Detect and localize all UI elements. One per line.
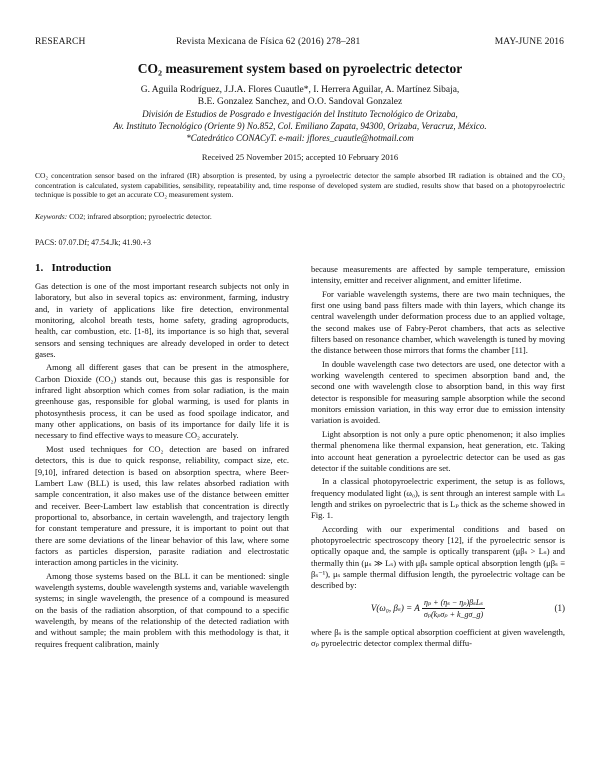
paragraph: Gas detection is one of the most important research subjects not only in laboratory, but also in several topics as: environment, farming, industry and, in variety of applications like fire detection, environmental monitoring, alcohol breath tests, home safety, grading agroproducts, health, car combustion, etc. [1-8], its importance is so high that, several sensors and sensing techniques are already developed in order to detect gases. (35, 281, 289, 360)
equation-numerator: ηₚ + (ηₛ − ηₚ)βₛLₛ (422, 597, 485, 609)
equation-lhs: V(ω₀, βₛ) = A (370, 602, 420, 613)
paragraph: Among all different gases that can be present in the atmosphere, Carbon Dioxide (CO₂) stands out, because this gas is responsible for infrared light absorption which comes from solar radiation, is the main greenhouse gas, responsible for global warming, is used for plants in photosynthesis process, it can be used as food spoilage indicator, and many other applications, on basis of its importance for daily life it is necessary to find effective ways to measure CO₂ accurately. (35, 362, 289, 441)
keywords (35, 212, 212, 221)
left-column (35, 281, 289, 652)
received-dates: Received 25 November 2015; accepted 10 February 2016 (201, 152, 399, 162)
section-heading (35, 262, 111, 274)
affiliation-line-2: Av. Instituto Tecnológico (Oriente 9) No.852, Col. Emiliano Zapata, 94300, Orizaba, Veracruz, México. (113, 121, 487, 131)
pacs-codes: PACS: 07.07.Df; 47.54.Jk; 41.90.+3 (35, 238, 152, 247)
section-number: 1. (35, 262, 44, 274)
abstract: CO₂ concentration sensor based on the infrared (IR) absorption is presented, by using a pyroelectric detector the sample absorbed IR radiation is obtained and the CO₂ concentration is calculated, system capabilities, sensibility, repeatability and, time response of developed system are studied, results show that based on a photopyroelectric technique is possible to get an accurate CO₂ measurement system. (35, 171, 565, 200)
paragraph: because measurements are affected by sample temperature, emission intensity, emitter and receiver alignment, and emitter lifetime. (311, 264, 565, 286)
section-title: Introduction (51, 262, 112, 274)
paper-title: CO₂ measurement system based on pyroelectric detector (137, 61, 463, 76)
paragraph: In a classical photopyroelectric experiment, the setup is as follows, frequency modulated light (ω₀), is sent through an interest sample with Lₛ length and strikes on pyroelectric that is Lₚ thick as the scheme showed in Fig. 1. (311, 476, 565, 521)
equation-denominator: σₚ(kₚσₚ + k_gσ_g) (423, 610, 484, 620)
keywords-label: Keywords: (35, 212, 68, 221)
equation-fraction (422, 597, 485, 621)
keywords-text: CO2; infrared absorption; pyroelectric detector. (69, 212, 212, 221)
header-section-label: RESEARCH (35, 37, 86, 47)
paragraph: In double wavelength case two detectors are used, one detector with a working wavelength centered to specimen absorption band and, the second one with wavelength close to absorption band, in this way first detector is responsible for measuring sample absorption while the second monitors emission variation, in this way error due to emission intensity variation is avoided. (311, 358, 565, 426)
paragraph: where βₛ is the sample optical absorption coefficient at given wavelength, σₚ pyroelectric detector complex thermal diffu- (311, 626, 565, 648)
equation-1 (311, 594, 565, 624)
header-issue-date: MAY-JUNE 2016 (494, 37, 564, 47)
paragraph: For variable wavelength systems, there are two main techniques, the first one using band pass filters made with thin layers, which change its central wavelength under deformation process due to an applied voltage, the second makes use of Fabry-Perot chambers, that acts as selective filters based on resonance chamber, which wavelength is tuned by moving the distance between those mirrors that forms the chamber [11]. (311, 288, 565, 356)
authors-line-2: B.E. Gonzalez Sanchez, and O.O. Sandoval Gonzalez (197, 97, 403, 107)
paragraph: Most used techniques for CO₂ detection are based on infrared detectors, this is due to quick response, reliability, compact size, etc. [9,10], infrared detection is based on absorption spectra, where Beer-Lambert Law (BLL) is used, this law relates absorbed radiation with sample concentration, it also makes use of the distance between emitter and receiver. Beer-Lambert law establish that concentration is directly proportional to, absorbance, in certain wavelength, and trajectory length for constant temperature and pressure, it is important to point out that there are some deviations of the linear behavior of this law, where some factors as particles dispersion, parasite radiation and electrostatic interaction among particles in the vicinity. (35, 443, 289, 568)
paragraph: Among those systems based on the BLL it can be mentioned: single wavelength systems, double wavelength systems and, variable wavelength systems; in single wavelength, the presence of a compound is measured on the basis of the radiation absorption, of that compound to a specific wavelength, by means of the relationship of the detected radiation with and without sample; the main problem with this methodology is that, it requires frequent calibration, mainly (35, 570, 289, 649)
affiliation-line-3: *Catedrático CONACyT. e-mail: jflores_cuautle@hotmail.com (186, 133, 414, 143)
affiliation-line-1: División de Estudios de Posgrado e Investigación del Instituto Tecnológico de Orizaba, (142, 109, 458, 119)
header-journal-citation: Revista Mexicana de Física 62 (2016) 278–281 (176, 37, 361, 47)
authors-line-1: G. Aguila Rodríguez, J.J.A. Flores Cuautle*, I. Herrera Aguilar, A. Martínez Sibaja, (140, 85, 460, 95)
paragraph: Light absorption is not only a pure optic phenomenon; it also implies thermal phenomena like thermal expansion, heat generation, etc. Taking into account heat generation a pyroelectric detector can be used as gas detector if the suitable conditions are set. (311, 428, 565, 473)
paragraph: According with our experimental conditions and based on photopyroelectric spectroscopy theory [12], if the pyroelectric sensor is optically opaque and, the sample is optically transparent (μβₛ > Lₛ) and thermally thin (μₛ ≫ Lₛ) with μβₛ sample optical absorption length (μβₛ ≡ βₛ⁻¹), μₛ sample thermal diffusion length, the pyroelectric voltage can be described by: (311, 523, 565, 591)
equation-body (311, 597, 545, 621)
right-column (311, 264, 565, 651)
equation-number: (1) (554, 602, 565, 613)
